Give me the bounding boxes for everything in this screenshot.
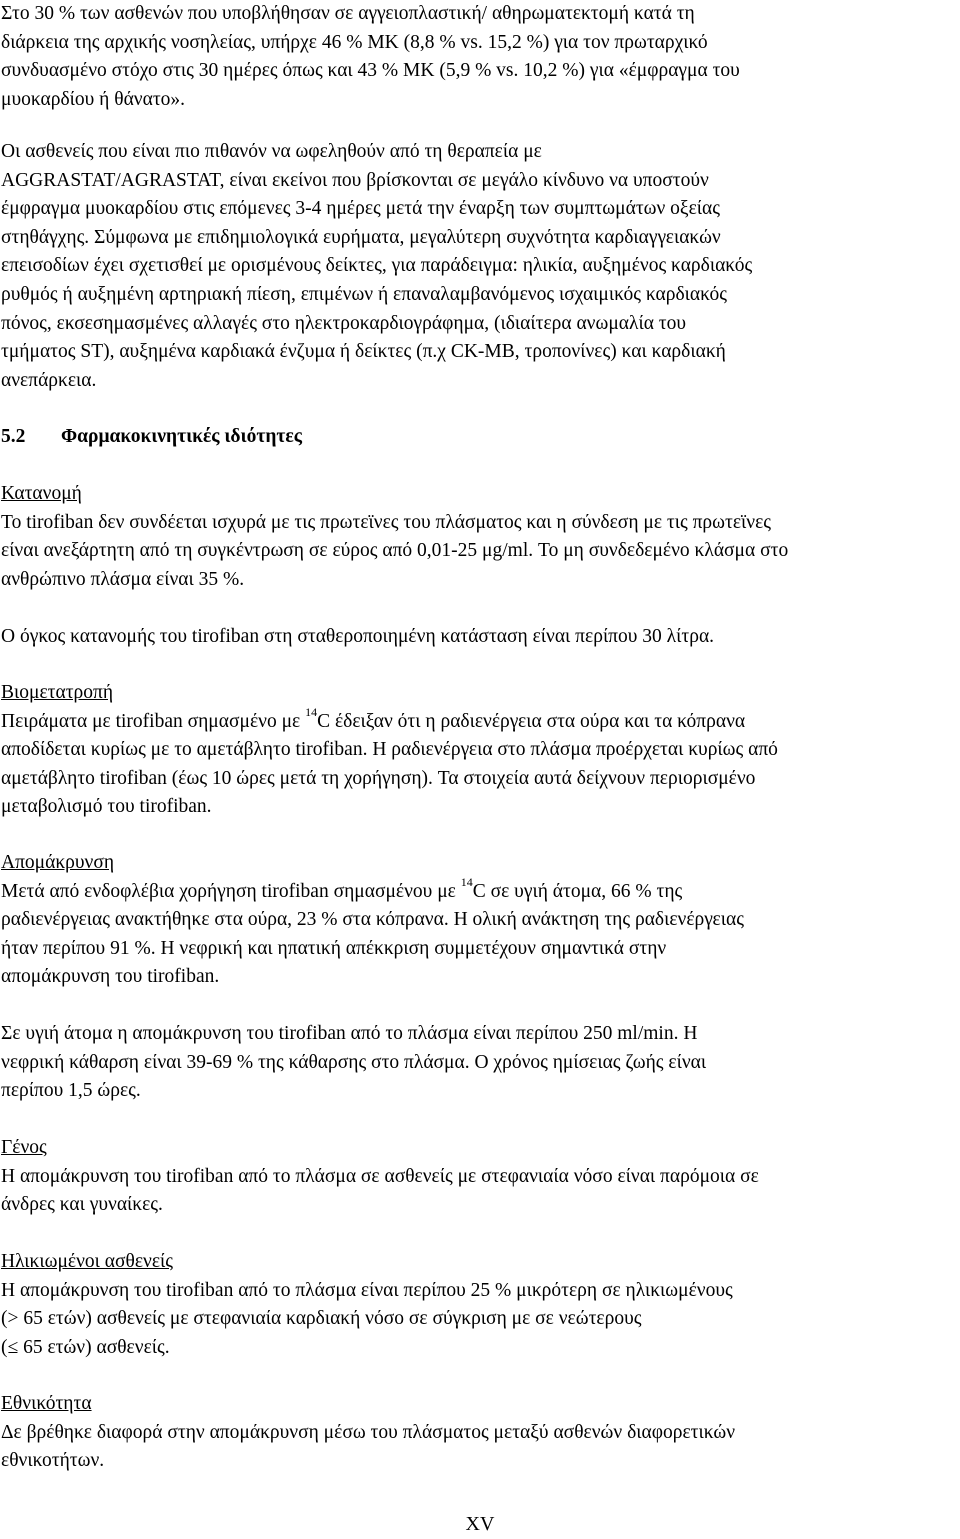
text-line: Στο 30 % των ασθενών που υποβλήθησαν σε αγγειοπλαστική/ αθηρωματεκτομή κατά τη xyxy=(1,3,695,24)
text-line xyxy=(1,705,778,737)
section-title: Φαρμακοκινητικές ιδιότητες xyxy=(61,426,302,447)
text-line: Σε υγιή άτομα η απομάκρυνση του tirofiban από το πλάσμα είναι περίπου 250 ml/min. Η xyxy=(1,1023,698,1044)
text-line: AGGRASTAT/AGRASTAT, είναι εκείνοι που βρίσκονται σε μεγάλο κίνδυνο να υποστούν xyxy=(1,169,709,191)
text-line: Η απομάκρυνση του tirofiban από το πλάσμα σε ασθενείς με στεφανιαία νόσο είναι παρόμοια σε xyxy=(1,1165,759,1187)
text-line: απομάκρυνση του tirofiban. xyxy=(1,966,220,988)
text-line: έμφραγμα μυοκαρδίου στις επόμενες 3-4 ημέρες μετά την έναρξη των συμπτωμάτων οξείας xyxy=(1,198,720,220)
isotope-superscript: 14 xyxy=(460,875,473,890)
page-number: XV xyxy=(465,1513,495,1535)
text-segment: C έδειξαν ότι η ραδιενέργεια στα ούρα και τα κόπρανα xyxy=(317,710,746,732)
text-segment: C σε υγιή άτομα, 66 % της xyxy=(472,880,683,902)
text-line: αμετάβλητο tirofiban (έως 10 ώρες μετά τη χορήγηση). Τα στοιχεία αυτά δείχνουν περιορισμένο xyxy=(1,767,756,789)
text-line: ραδιενέργειας ανακτήθηκε στα ούρα, 23 % στα κόπρανα. Η ολική ανάκτηση της ραδιενέργειας xyxy=(1,909,744,931)
text-line: είναι ανεξάρτητη από τη συγκέντρωση σε εύρος από 0,01-25 μg/ml. Το μη συνδεδεμένο κλάσμα στο xyxy=(1,540,789,562)
text-line: νεφρική κάθαρση είναι 39-69 % της κάθαρσης στο πλάσμα. Ο χρόνος ημίσειας ζωής είναι xyxy=(1,1051,707,1073)
text-line: συνδυασμένο στόχο στις 30 ημέρες όπως και 43 % ΜΚ (5,9 % vs. 10,2 %) για «έμφραγμα του xyxy=(1,60,740,82)
text-line: περίπου 1,5 ώρες. xyxy=(1,1080,141,1102)
distribution-volume-paragraph xyxy=(1,623,714,652)
section-heading xyxy=(1,423,302,452)
metabolism-heading: Βιομετατροπή xyxy=(1,682,114,703)
text-line: στηθάγχης. Σύμφωνα με επιδημιολογικά ευρήματα, μεγαλύτερη συχνότητα καρδιαγγειακών xyxy=(1,226,721,248)
text-line: επεισοδίων έχει σχετισθεί με ορισμένους δείκτες, για παράδειγμα: ηλικία, αυξημένος καρδιακός xyxy=(1,255,753,277)
paragraph-patients xyxy=(1,138,752,395)
text-line: άνδρες και γυναίκες. xyxy=(1,1194,163,1216)
isotope-superscript: 14 xyxy=(305,705,318,720)
metabolism-block xyxy=(1,679,778,822)
text-line: (> 65 ετών) ασθενείς με στεφανιαία καρδιακή νόσο σε σύγκριση με σε νεώτερους xyxy=(1,1308,642,1330)
elderly-block xyxy=(1,1248,733,1362)
ethnicity-block xyxy=(1,1390,735,1476)
text-line: ρυθμός ή αυξημένη αρτηριακή πίεση, επιμένων ή επαναλαμβανόμενος ισχαιμικός καρδιακός xyxy=(1,283,727,305)
text-line: πόνος, εκσεσημασμένες αλλαγές στο ηλεκτροκαρδιογράφημα, (ιδιαίτερα ανωμαλία του xyxy=(1,312,687,334)
distribution-block xyxy=(1,480,788,594)
section-number: 5.2 xyxy=(1,426,26,447)
text-line: Δε βρέθηκε διαφορά στην απομάκρυνση μέσω του πλάσματος μεταξύ ασθενών διαφορετικών xyxy=(1,1421,736,1443)
elimination-clearance-paragraph xyxy=(1,1020,706,1106)
gender-heading: Γένος xyxy=(1,1137,47,1158)
text-line: διάρκεια της αρχικής νοσηλείας, υπήρχε 46 % ΜΚ (8,8 % vs. 15,2 %) για τον πρωταρχικό xyxy=(1,31,708,53)
text-line: Το tirofiban δεν συνδέεται ισχυρά με τις πρωτεϊνες του πλάσματος και η σύνδεση με τις πρωτεϊνες xyxy=(1,511,771,533)
distribution-heading: Κατανομή xyxy=(1,483,82,504)
gender-block xyxy=(1,1134,759,1220)
text-segment: Πειράματα με tirofiban σημασμένο με xyxy=(1,710,306,732)
text-line: ανεπάρκεια. xyxy=(1,369,97,391)
text-line: ήταν περίπου 91 %. Η νεφρική και ηπατική απέκκριση συμμετέχουν σημαντικά στην xyxy=(1,937,667,959)
text-line: Οι ασθενείς που είναι πιο πιθανόν να ωφεληθούν από τη θεραπεία με xyxy=(1,141,542,162)
text-segment: Μετά από ενδοφλέβια χορήγηση tirofiban σημασμένου με xyxy=(1,880,461,902)
text-line: μεταβολισμό του tirofiban. xyxy=(1,796,212,818)
text-line: (≤ 65 ετών) ασθενείς. xyxy=(1,1336,170,1358)
elderly-heading: Ηλικιωμένοι ασθενείς xyxy=(1,1251,174,1272)
text-line: μυοκαρδίου ή θάνατο». xyxy=(1,88,186,110)
elimination-heading: Απομάκρυνση xyxy=(1,852,115,873)
text-line: Η απομάκρυνση του tirofiban από το πλάσμα είναι περίπου 25 % μικρότερη σε ηλικιωμένους xyxy=(1,1279,733,1301)
text-line xyxy=(1,875,744,907)
ethnicity-heading: Εθνικότητα xyxy=(1,1393,92,1414)
text-line: ανθρώπινο πλάσμα είναι 35 %. xyxy=(1,568,245,590)
text-line: Ο όγκος κατανομής του tirofiban στη σταθεροποιημένη κατάσταση είναι περίπου 30 λίτρα. xyxy=(1,626,715,647)
paragraph-intro xyxy=(1,0,740,114)
text-line: εθνικοτήτων. xyxy=(1,1450,105,1472)
elimination-block xyxy=(1,849,744,992)
text-line: αποδίδεται κυρίως με το αμετάβλητο tirofiban. Η ραδιενέργεια στο πλάσμα προέρχεται κυρίως από xyxy=(1,739,778,761)
text-line: τμήματος ST), αυξημένα καρδιακά ένζυμα ή δείκτες (π.χ CK-MB, τροπονίνες) και καρδιακή xyxy=(1,341,726,363)
